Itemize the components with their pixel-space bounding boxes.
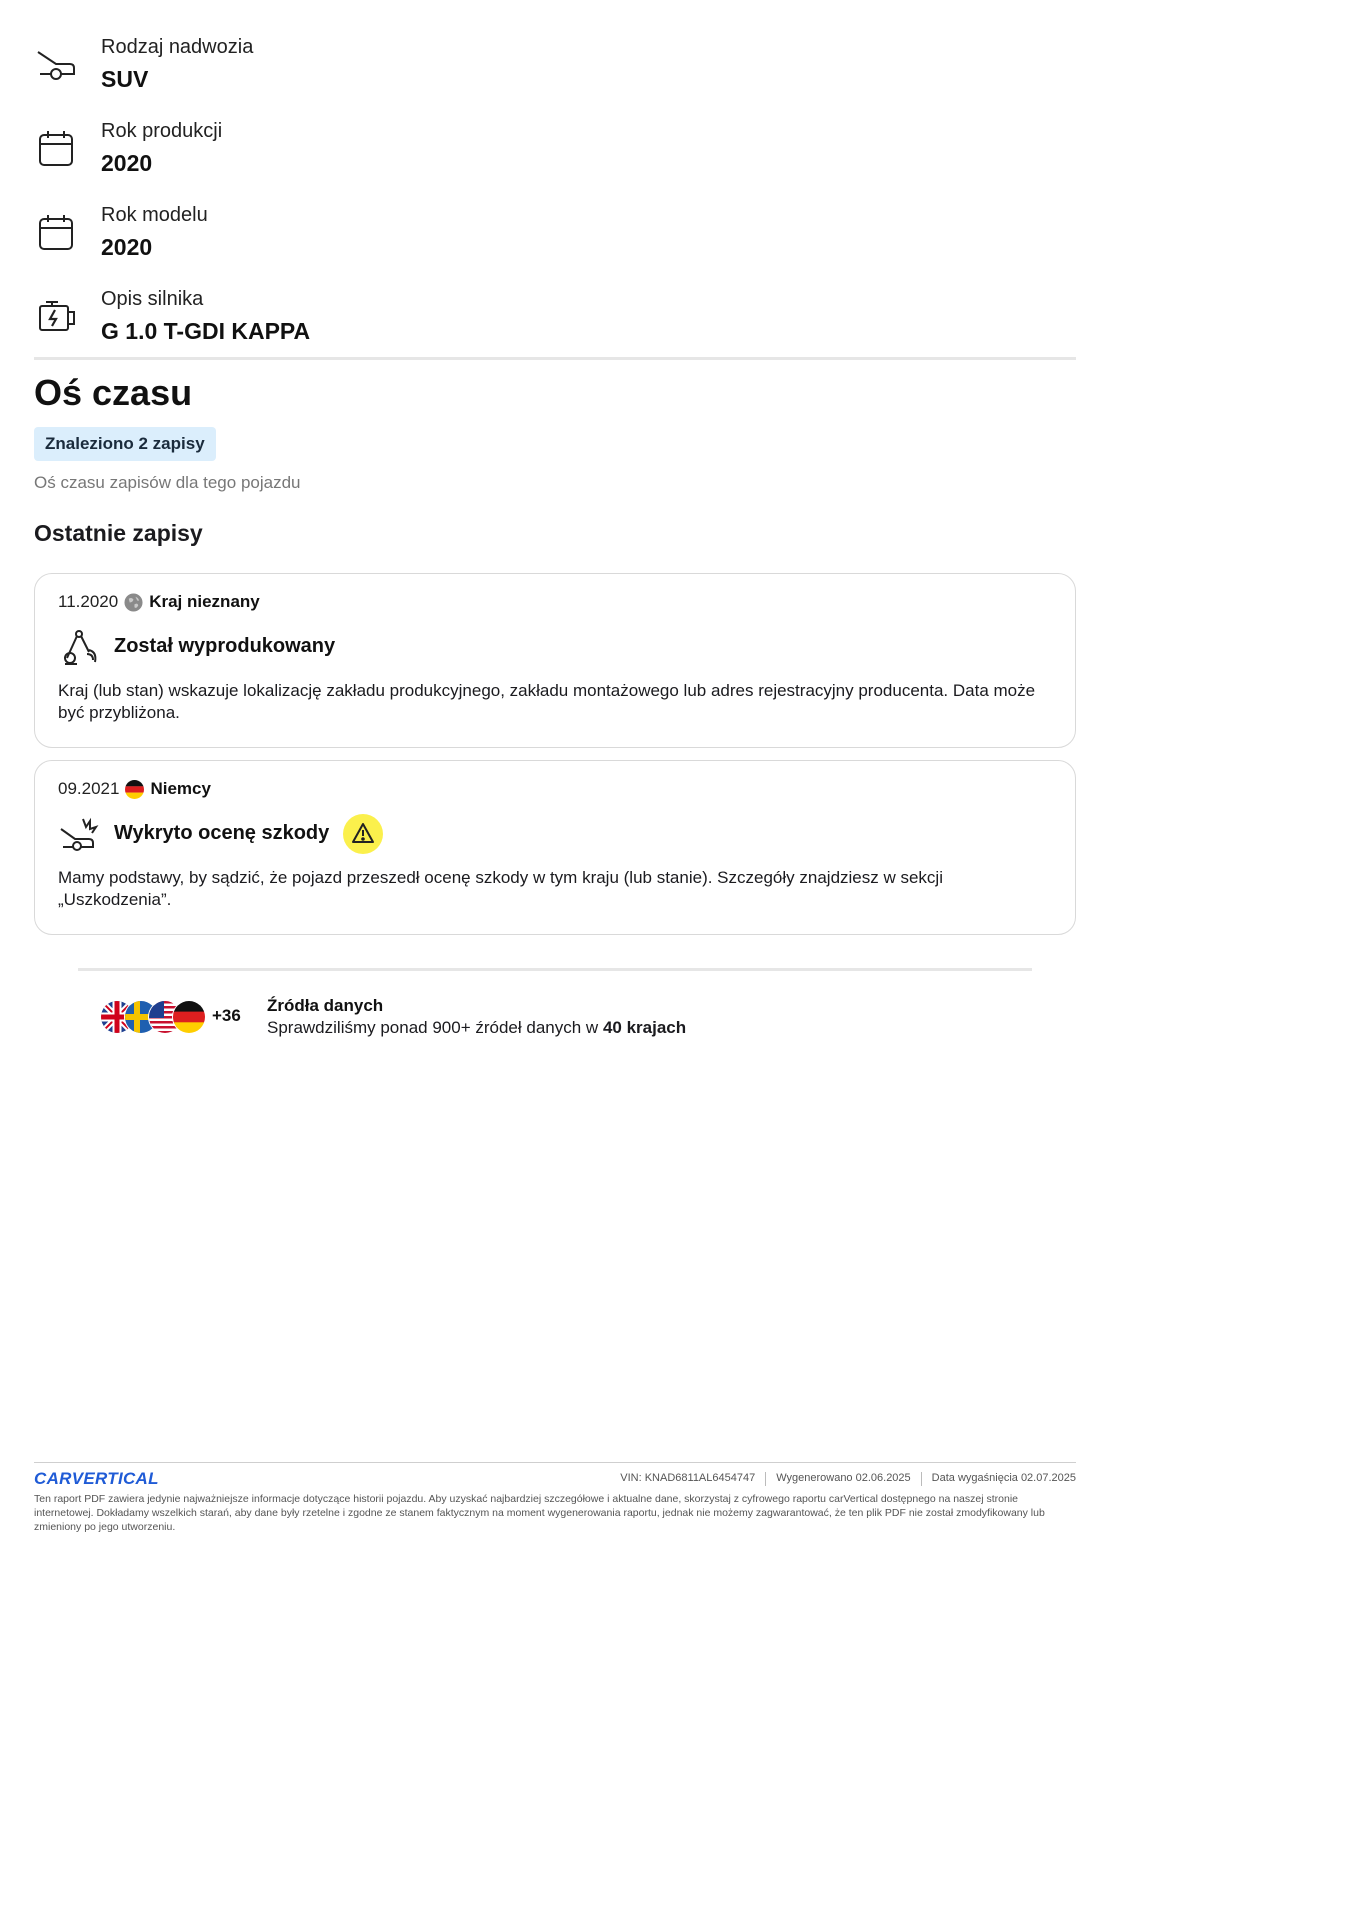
spec-value: 2020 [101,234,153,260]
meta-separator [765,1472,766,1486]
spec-production-year [34,120,1076,190]
spec-value: G 1.0 T-GDI KAPPA [101,318,311,344]
engine-icon [34,294,78,338]
timeline-title: Oś czasu [34,372,193,413]
calendar-icon [34,126,78,170]
record-description: Kraj (lub stan) wskazuje lokalizację zakładu produkcyjnego, zakładu montażowego lub adres rejestracyjny producenta. Data może być przybliżona. [58,681,1036,722]
globe-icon [124,593,143,612]
vin-number: VIN: KNAD6811AL6454747 [620,1472,756,1484]
record-description: Mamy podstawy, by sądzić, że pojazd przeszedł ocenę szkody w tym kraju (lub stanie). Szczegóły znajdziesz w sekcji „Uszkodzenia”. [58,868,943,909]
data-sources [100,996,1000,1046]
section-divider [34,357,1076,360]
carvertical-logo: CARVERTICAL [34,1469,159,1488]
car-body-icon [34,42,78,86]
report-meta [620,1472,1076,1486]
spec-value: 2020 [101,150,153,176]
spec-label: Rodzaj nadwozia [101,36,254,58]
record-meta [58,592,260,612]
calendar-icon [34,210,78,254]
spec-value: SUV [101,66,149,92]
record-date: 11.2020 [58,592,119,611]
flag-germany-icon [172,1000,206,1034]
sources-title: Źródła danych [267,996,384,1015]
records-count-badge: Znaleziono 2 zapisy [34,427,216,461]
factory-robot-icon [59,628,99,668]
sources-text: Sprawdziliśmy ponad 900+ źródeł danych w [267,1018,603,1037]
footer-divider [34,1462,1076,1463]
record-country: Kraj nieznany [149,592,260,611]
car-damage-icon [59,815,99,855]
sources-description [267,1018,686,1038]
expiry-date: Data wygaśnięcia 02.07.2025 [931,1472,1076,1484]
meta-separator [921,1472,922,1486]
spec-body-type [34,36,1076,106]
generated-date: Wygenerowano 02.06.2025 [776,1472,911,1484]
spec-label: Rok modelu [101,204,208,226]
spec-engine [34,288,1076,358]
record-date: 09.2021 [58,779,120,798]
timeline-subtitle: Oś czasu zapisów dla tego pojazdu [34,473,301,492]
record-title: Wykryto ocenę szkody [114,822,330,844]
sources-countries: 40 krajach [602,1018,687,1037]
more-countries-count: +36 [212,1006,241,1025]
spec-model-year [34,204,1076,274]
flag-germany-icon [125,780,144,799]
record-meta [58,779,211,799]
spec-label: Rok produkcji [101,120,223,142]
spec-label: Opis silnika [101,288,204,310]
disclaimer-text: Ten raport PDF zawiera jedynie najważniejsze informacje dotyczące historii pojazdu. Aby uzyskać najbardziej szczegółowe i aktualne dane, skorzystaj z cyfrowego raportu carVertical dostępnego na naszej stronie internetowej. Dokładamy wszelkich starań, aby dane były rzetelne i zgodne ze stanem faktycznym na moment wygenerowania raportu, jednak nie możemy zagwarantować, że ten plik PDF nie został zmodyfikowany lub zmieniony po jego utworzeniu. [34,1493,1045,1533]
record-country: Niemcy [150,779,211,798]
warning-icon [343,814,383,854]
record-title: Został wyprodukowany [114,635,336,657]
timeline-record-card [34,760,1076,935]
sources-divider [78,968,1032,971]
recent-records-heading: Ostatnie zapisy [34,520,203,546]
timeline-record-card [34,573,1076,748]
